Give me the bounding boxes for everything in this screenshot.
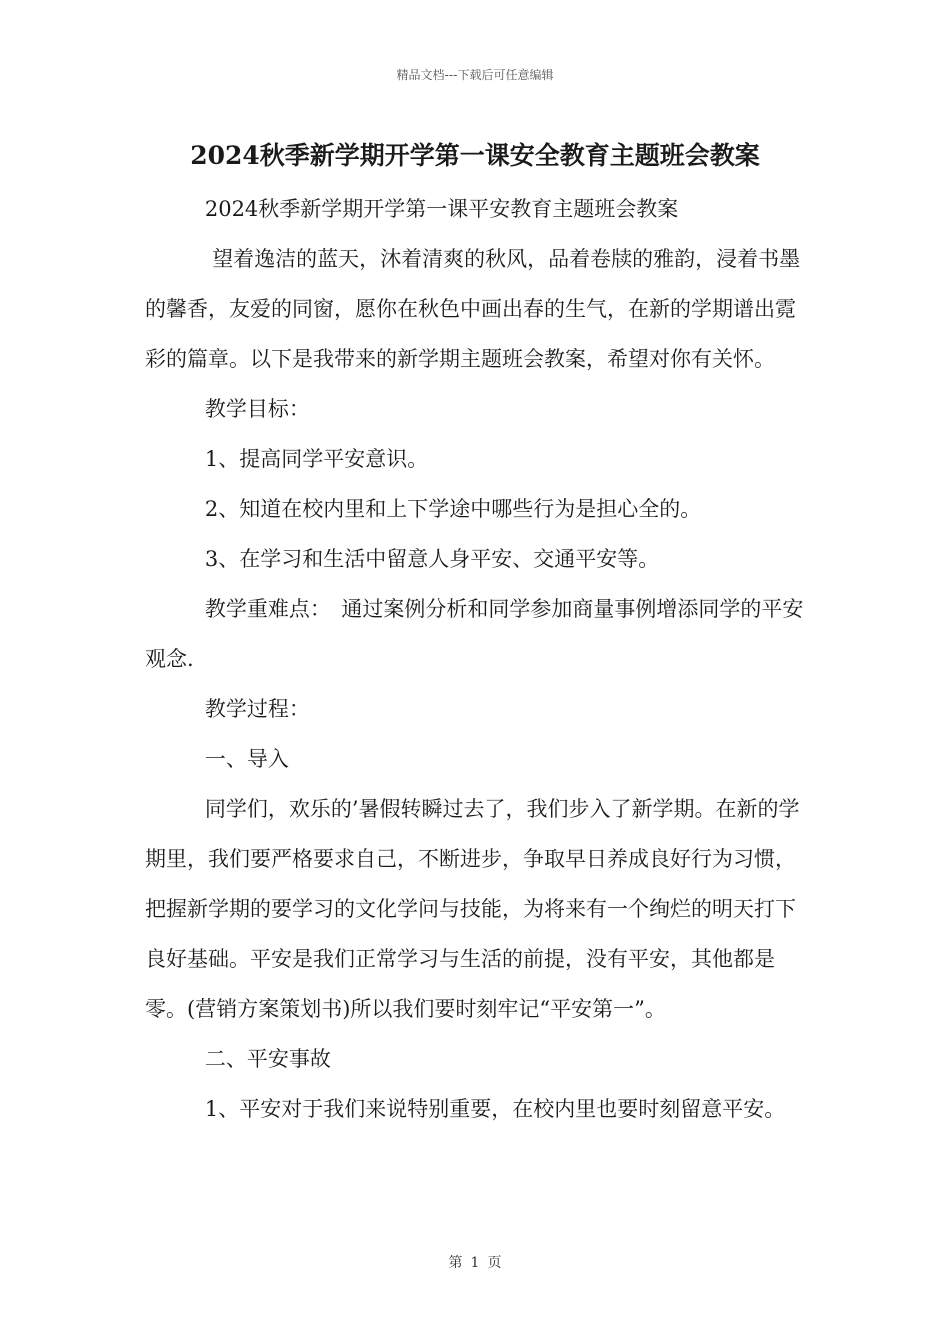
goal-item-1: 1、提高同学平安意识。	[204, 447, 429, 471]
document-header-note: 精品文档---下载后可任意编辑	[396, 68, 554, 82]
intro-body-paragraph: 同学们，欢乐的’暑假转瞬过去了，我们步入了新学期。在新的学期里，我们要严格要求自己，不断进步，争取早日养成良好行为习惯，把握新学期的要学习的文化学问与技能，为将来有一个绚烂的明天打下良好基础。平安是我们正常学习与生活的前提，没有平安，其他都是零。(营销方案策划书)所以我们要时刻牢记“平安第一”。	[145, 797, 800, 1021]
document-title: 2024秋季新学期开学第一课安全教育主题班会教案	[190, 141, 760, 170]
document-body	[145, 184, 810, 1134]
intro-paragraph: 望着逸洁的蓝天，沐着清爽的秋风，品着卷牍的雅韵，浸着书墨的馨香，友爱的同窗，愿你在秋色中画出春的生气，在新的学期谱出霓彩的篇章。以下是我带来的新学期主题班会教案，希望对你有关怀。	[145, 247, 801, 371]
goal-item-2: 2、知道在校内里和上下学途中哪些行为是担心全的。	[204, 497, 702, 521]
section-heading-goals: 教学目标：	[204, 397, 310, 421]
subtitle-paragraph: 2024秋季新学期开学第一课平安教育主题班会教案	[204, 197, 679, 221]
goal-item-3: 3、在学习和生活中留意人身平安、交通平安等。	[204, 547, 660, 571]
footer-suffix: 页	[487, 1255, 502, 1271]
page-footer	[0, 1252, 950, 1272]
key-points-paragraph: 教学重难点： 通过案例分析和同学参加商量事例增添同学的平安观念.	[145, 597, 804, 671]
footer-page-number: 1	[470, 1255, 480, 1271]
section-heading-process: 教学过程：	[204, 697, 310, 721]
subsection-heading-intro: 一、导入	[204, 747, 289, 771]
subsection-heading-accidents: 二、平安事故	[204, 1047, 331, 1071]
accidents-item-1: 1、平安对于我们来说特别重要，在校内里也要时刻留意平安。	[204, 1097, 786, 1121]
footer-prefix: 第	[448, 1255, 463, 1271]
